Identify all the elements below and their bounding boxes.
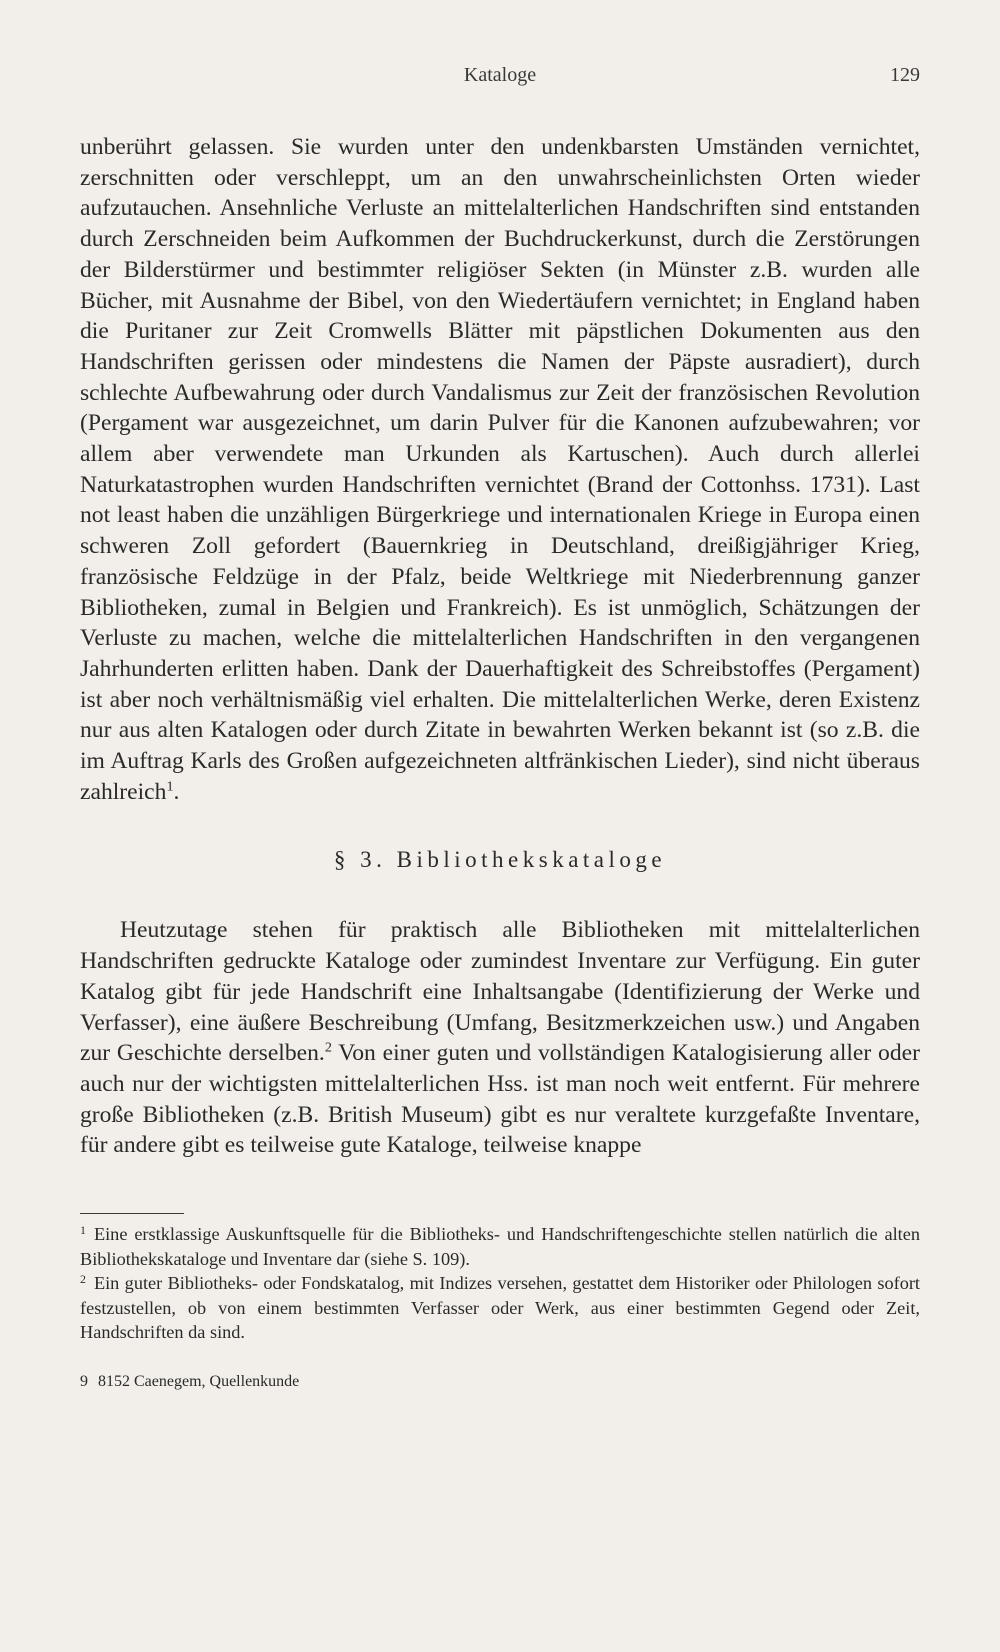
section-heading: § 3. Bibliothekskataloge (333, 847, 667, 873)
main-text (80, 132, 920, 1161)
footnote-separator (80, 1213, 184, 1214)
footnote-reference-2: 2 (324, 1039, 332, 1056)
paragraph-losses-end: . (173, 778, 180, 805)
paragraph-losses (80, 132, 920, 807)
paragraph-catalogues-text-2: Von einer guten und vollständigen Katalogisierung aller oder auch nur der wichtigsten mittelalterlichen Hss. ist man noch weit entfernt. Für mehrere große Bibliotheken (z.B. British Museum) gibt es nur veraltete kurzgefaßte Inventare, für andere gibt es teilweise gute Kataloge, teilweise knappe (80, 1040, 920, 1159)
footnote-text-1: Eine erstklassige Auskunftsquelle für die Bibliotheks- und Handschriftengeschichte stellen natürlich die alten Bibliothekskataloge und Inventare dar (siehe S. 109). (80, 1224, 920, 1269)
page-number: 129 (890, 64, 920, 86)
printer-signature (80, 1373, 920, 1391)
footnote-marker-1: 1 (80, 1222, 86, 1237)
footnote-marker-2: 2 (80, 1271, 86, 1286)
signature-text: 8152 Caenegem, Quellenkunde (98, 1373, 300, 1391)
paragraph-catalogues-text-1: Heutzutage stehen für praktisch alle Bibliotheken mit mittelalterlichen Handschriften gedruckte Kataloge oder zumindest Inventare zur Verfügung. Ein guter Katalog gibt für jede Handschrift eine Inhaltsangabe (Identifizierung der Werke und Verfasser), eine äußere Beschreibung (Umfang, Besitzmerkzeichen usw.) und Angaben zur Geschichte derselben. (80, 917, 920, 1067)
paragraph-catalogues (80, 915, 920, 1161)
paragraph-losses-text: unberührt gelassen. Sie wurden unter den undenkbarsten Umständen vernichtet, zerschnitten oder verschleppt, um an den unwahrscheinlichsten Orten wieder aufzutauchen. Ansehnliche Verluste an mittelalterlichen Handschriften sind entstanden durch Zerschneiden beim Aufkommen der Buchdruckerkunst, durch die Zerstörungen der Bilderstürmer und bestimmter religiöser Sekten (in Münster z.B. wurden alle Bücher, mit Ausnahme der Bibel, von den Wiedertäufern vernichtet; in England haben die Puritaner zur Zeit Cromwells Blätter mit päpstlichen Dokumenten aus den Handschriften gerissen oder mindestens die Namen der Päpste ausradiert), durch schlechte Aufbewahrung oder durch Vandalismus zur Zeit der französischen Revolution (Pergament war ausgezeichnet, um darin Pulver für die Kanonen aufzubewahren; vor allem aber verwendete man Urkunden als Kartuschen). Auch durch allerlei Naturkatastrophen wurden Handschriften vernichtet (Brand der Cottonhss. 1731). Last not least haben die unzähligen Bürgerkriege und internationalen Kriege in Europa einen schweren Zoll gefordert (Bauernkrieg in Deutschland, dreißigjähriger Krieg, französische Feldzüge in der Pfalz, beide Weltkriege mit Niederbrennung ganzer Bibliotheken, zumal in Belgien und Frankreich). Es ist unmöglich, Schätzungen der Verluste zu machen, welche die mittelalterlichen Handschriften in den vergangenen Jahrhunderten erlitten haben. Dank der Dauerhaftigkeit des Schreibstoffes (Pergament) ist aber noch verhältnismäßig viel erhalten. Die mittelalterlichen Werke, deren Existenz nur aus alten Katalogen oder durch Zitate in bewahrten Werken bekannt ist (so z.B. die im Auftrag Karls des Großen aufgezeichneten altfränkischen Lieder), sind nicht überaus zahlreich (80, 134, 920, 805)
footnote-2 (80, 1271, 920, 1345)
footnote-reference-1: 1 (166, 778, 174, 795)
book-page (80, 64, 920, 1391)
footnote-text-2: Ein guter Bibliotheks- oder Fondskatalog, mit Indizes versehen, gestattet dem Historiker oder Philologen sofort festzustellen, ob von einem bestimmten Verfasser oder Werk, aus einer bestimmten Gegend oder Zeit, Handschriften da sind. (80, 1273, 920, 1343)
sheet-number: 9 (80, 1373, 88, 1391)
footnotes (80, 1222, 920, 1345)
footnote-1 (80, 1222, 920, 1271)
running-header (80, 64, 920, 92)
running-title: Kataloge (463, 64, 537, 86)
